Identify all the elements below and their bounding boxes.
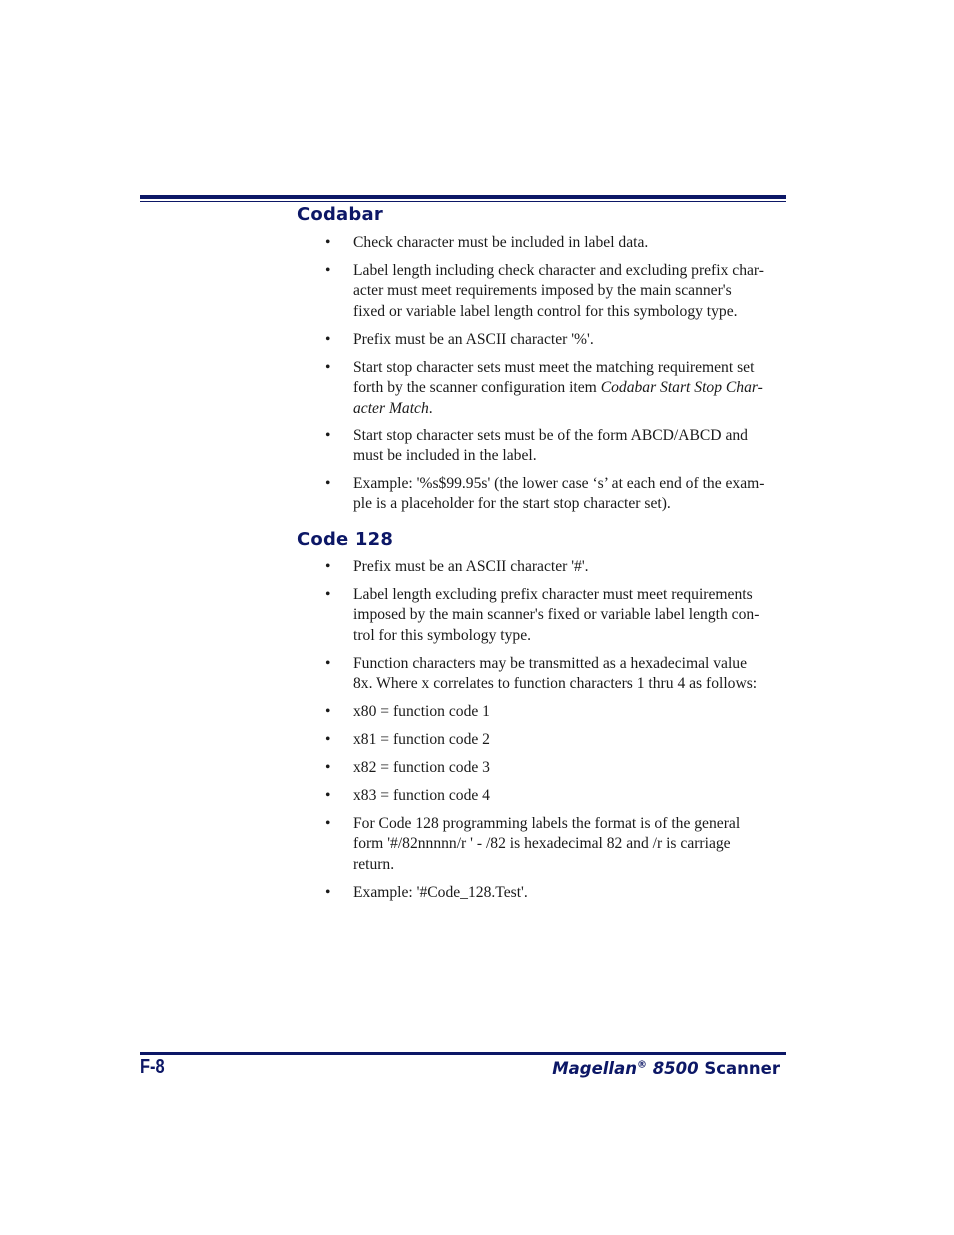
list-item xyxy=(320,786,790,806)
list-item-text: Start stop character sets must meet the matching requirement set xyxy=(353,359,755,376)
model-number: 8500 xyxy=(646,1059,699,1078)
list-item-text: imposed by the main scanner's fixed or variable label length con- xyxy=(353,606,760,624)
list-item xyxy=(320,261,790,322)
list-item xyxy=(320,358,790,419)
list-item-text: Example: '%s$99.95s' (the lower case ‘s’ at each end of the exam- xyxy=(353,475,765,492)
list-item-text: Prefix must be an ASCII character '%'. xyxy=(353,331,594,348)
product-suffix: Scanner xyxy=(698,1059,780,1078)
bullet-glyph: • xyxy=(325,655,331,672)
bullet-glyph: • xyxy=(325,475,331,492)
list-item xyxy=(320,557,790,577)
list-item xyxy=(320,702,790,722)
list-item-text: trol for this symbology type. xyxy=(353,626,532,644)
list-item-text: x80 = function code 1 xyxy=(353,703,490,720)
bullet-glyph: • xyxy=(325,427,331,444)
list-item xyxy=(320,883,790,903)
bullet-glyph: • xyxy=(325,703,331,720)
list-item xyxy=(320,233,790,253)
list-item-text: Label length including check character and excluding prefix char- xyxy=(353,262,764,279)
registered-mark: ® xyxy=(636,1059,647,1071)
config-item-name: acter Match xyxy=(353,399,429,417)
bullet-glyph: • xyxy=(325,586,331,603)
list-item-text: Function characters may be transmitted as a hexadecimal value xyxy=(353,655,748,672)
list-item-text: acter must meet requirements imposed by the main scanner's xyxy=(353,282,732,300)
bullet-glyph: • xyxy=(325,359,331,376)
list-item xyxy=(320,585,790,646)
bullet-glyph: • xyxy=(325,815,331,832)
list-item-text: Check character must be included in label data. xyxy=(353,234,649,251)
bullet-glyph: • xyxy=(325,787,331,804)
list-item-text: ple is a placeholder for the start stop character set). xyxy=(353,495,671,513)
list-item-text: forth by the scanner configuration item xyxy=(353,379,601,397)
bullet-glyph: • xyxy=(325,731,331,748)
list-item xyxy=(320,730,790,750)
list-item-text: . xyxy=(428,399,433,417)
list-item-text: return. xyxy=(353,855,395,873)
running-footer xyxy=(552,1059,780,1078)
list-item-text: must be included in the label. xyxy=(353,447,537,465)
list-item-text: 8x. Where x correlates to function characters 1 thru 4 as follows: xyxy=(353,675,758,693)
config-item-name: Codabar Start Stop Char- xyxy=(600,379,763,397)
section-heading-codabar: Codabar xyxy=(297,204,383,225)
bullet-glyph: • xyxy=(325,759,331,776)
list-item xyxy=(320,814,790,875)
list-item-text: Prefix must be an ASCII character '#'. xyxy=(353,558,589,575)
list-item-text: x83 = function code 4 xyxy=(353,787,490,804)
list-item xyxy=(320,758,790,778)
header-rule-thin xyxy=(140,201,786,202)
page-number: F-8 xyxy=(140,1056,165,1078)
list-item xyxy=(320,474,790,515)
list-item-text: For Code 128 programming labels the format is of the general xyxy=(353,815,741,832)
list-item-text: Example: '#Code_128.Test'. xyxy=(353,884,528,901)
list-item xyxy=(320,426,790,467)
bullet-glyph: • xyxy=(325,558,331,575)
footer-rule xyxy=(140,1052,786,1055)
section-heading-code-128: Code 128 xyxy=(297,529,394,550)
bullet-glyph: • xyxy=(325,234,331,251)
header-rule-thick xyxy=(140,195,786,199)
list-item-text: Start stop character sets must be of the form ABCD/ABCD and xyxy=(353,427,748,444)
list-item-text: Label length excluding prefix character must meet requirements xyxy=(353,586,753,603)
bullet-glyph: • xyxy=(325,262,331,279)
list-item-text: x81 = function code 2 xyxy=(353,731,490,748)
bullet-glyph: • xyxy=(325,331,331,348)
list-item-text: fixed or variable label length control for this symbology type. xyxy=(353,302,738,320)
bullet-glyph: • xyxy=(325,884,331,901)
list-item xyxy=(320,330,790,350)
product-name: Magellan xyxy=(552,1059,637,1078)
list-item-text: x82 = function code 3 xyxy=(353,759,490,776)
list-item-text: form '#/82nnnnn/r ' - /82 is hexadecimal 82 and /r is carriage xyxy=(353,835,731,853)
list-item xyxy=(320,654,790,695)
